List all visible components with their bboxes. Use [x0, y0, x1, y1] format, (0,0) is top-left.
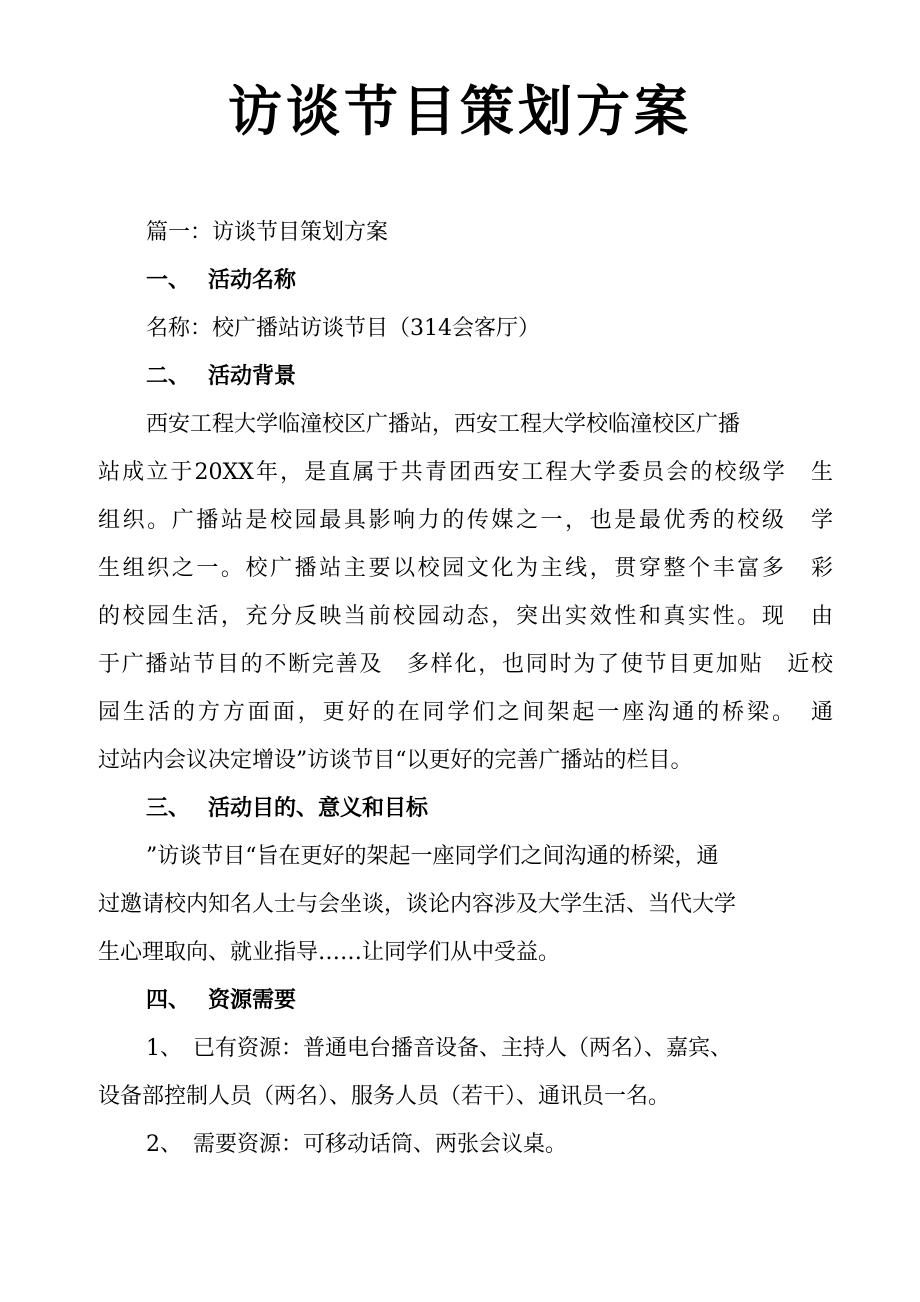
- resource-item-existing-continued: 设备部控制人员（两名）、服务人员（若干）、通讯员一名。: [98, 1084, 671, 1109]
- document-subtitle: 篇一：访谈节目策划方案: [146, 220, 389, 245]
- section-heading-resources: [146, 986, 881, 1016]
- paragraph-line: 西安工程大学临潼校区广播站，西安工程大学校临潼校区广播: [146, 412, 741, 437]
- section-heading-activity-name: [146, 266, 881, 296]
- paragraph-line: 过邀请校内知名人士与会坐谈，谈论内容涉及大学生活、当代大学: [98, 892, 737, 917]
- activity-name-text: 名称：校广播站访谈节目（314会客厅）: [146, 316, 540, 341]
- paragraph-line: 园生活的方方面面，更好的在同学们之间架起一座沟通的桥梁。 通: [98, 700, 833, 725]
- paragraph-line: 组织。广播站是校园最具影响力的传媒之一，也是最优秀的校级 学: [98, 508, 833, 533]
- section-heading-purpose: [146, 794, 881, 824]
- resource-item-existing: 1、 已有资源：普通电台播音设备、主持人（两名）、嘉宾、: [146, 1036, 732, 1061]
- paragraph-line: 的校园生活，充分反映当前校园动态，突出实效性和真实性。现 由: [98, 604, 833, 629]
- paragraph-line: ”访谈节目“旨在更好的架起一座同学们之间沟通的桥梁，通: [146, 844, 719, 869]
- section-title: 活动背景: [208, 364, 297, 389]
- resource-item-needed: 2、 需要资源：可移动话筒、两张会议桌。: [146, 1132, 567, 1157]
- section-number: 四、: [146, 988, 191, 1013]
- section-number: 二、: [146, 364, 191, 389]
- section-title: 资源需要: [208, 988, 297, 1013]
- paragraph-line: 生心理取向、就业指导……让同学们从中受益。: [98, 940, 561, 965]
- section-heading-background: [146, 362, 881, 392]
- section-number: 三、: [146, 796, 191, 821]
- section-title: 活动名称: [208, 268, 297, 293]
- paragraph-line: 站成立于20XX年，是直属于共青团西安工程大学委员会的校级学 生: [98, 460, 833, 485]
- section-number: 一、: [146, 268, 191, 293]
- section-title: 活动目的、意义和目标: [208, 796, 429, 821]
- paragraph-line: 过站内会议决定增设”访谈节目“以更好的完善广播站的栏目。: [98, 748, 693, 773]
- document-title: 访谈节目策划方案: [228, 80, 692, 143]
- paragraph-line: 于广播站节目的不断完善及 多样化，也同时为了使节目更加贴 近校: [98, 652, 833, 677]
- paragraph-line: 生组织之一。校广播站主要以校园文化为主线，贯穿整个丰富多 彩: [98, 556, 833, 581]
